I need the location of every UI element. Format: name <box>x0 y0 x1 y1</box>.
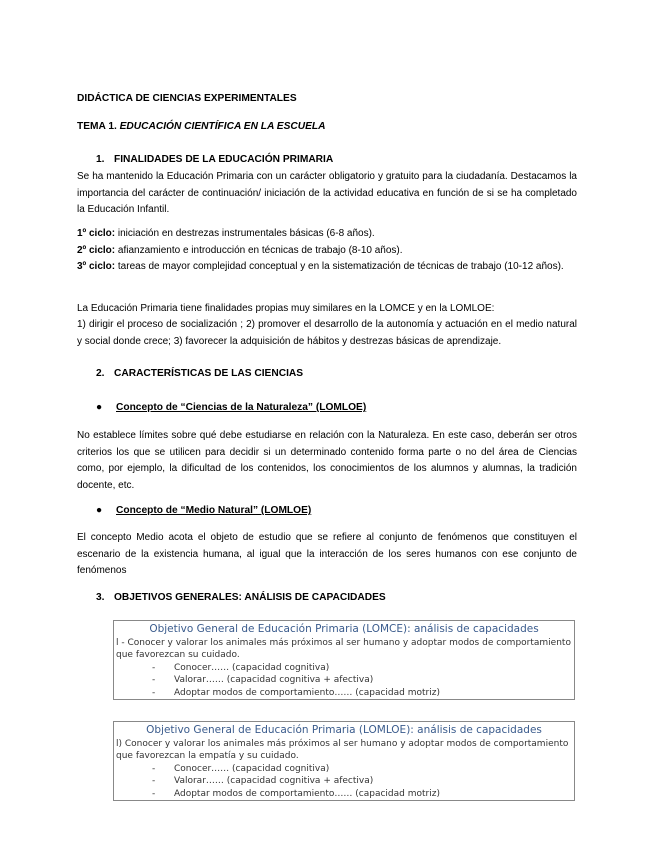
cycle-item <box>77 243 577 260</box>
concept2-title: Concepto de “Medio Natural” (LOMLOE) <box>116 505 312 516</box>
section1-number: 1. <box>96 154 105 165</box>
tema-title: EDUCACIÓN CIENTÍFICA EN LA ESCUELA <box>119 121 326 132</box>
section3-number: 3. <box>96 592 105 603</box>
section2-heading <box>96 368 303 379</box>
cycle-item <box>77 259 577 276</box>
capacity-item <box>116 674 572 686</box>
dash-marker: - <box>152 788 156 799</box>
dash-marker: - <box>152 687 156 698</box>
document-title: DIDÁCTICA DE CIENCIAS EXPERIMENTALES <box>77 93 297 104</box>
section1-title: FINALIDADES DE LA EDUCACIÓN PRIMARIA <box>114 154 334 165</box>
cycle-list <box>77 226 577 276</box>
capacity-text: Adoptar modos de comportamiento…… (capacidad motriz) <box>174 788 440 799</box>
objective-box-lomce <box>113 620 575 700</box>
objective-text: l - Conocer y valorar los animales más próximos al ser humano y adoptar modos de comportamiento que favorezcan su cuidado. <box>116 638 571 661</box>
bullet-icon: ● <box>96 402 103 413</box>
section1-intro: Se ha mantenido la Educación Primaria con un carácter obligatorio y gratuito para la ciudadanía. Destacamos la importancia del carácter de continuación/ iniciación de la actividad educativa en función de si se ha completado la Educación Infantil. <box>77 171 577 216</box>
capacity-text: Conocer…… (capacidad cognitiva) <box>174 662 330 673</box>
box-title: Objetivo General de Educación Primaria (LOMCE): análisis de capacidades <box>149 623 539 635</box>
capacity-item <box>116 763 572 775</box>
cycle-text: tareas de mayor complejidad conceptual y en la sistematización de técnicas de trabajo (10-12 años). <box>115 261 564 273</box>
dash-marker: - <box>152 675 156 686</box>
capacity-item <box>116 687 572 699</box>
capacity-item <box>116 662 572 674</box>
concept2-bullet <box>96 505 311 516</box>
cycle-label: 1º ciclo: <box>77 228 116 239</box>
finalidades-intro: La Educación Primaria tiene finalidades propias muy similares en la LOMCE y en la LOMLOE: <box>77 303 495 314</box>
capacity-text: Valorar…… (capacidad cognitiva + afectiva) <box>174 675 374 686</box>
section2-number: 2. <box>96 368 105 379</box>
bullet-icon: ● <box>96 505 103 516</box>
concept1-bullet <box>96 402 366 413</box>
objective-text: l) Conocer y valorar los animales más próximos al ser humano y adoptar modos de comportamiento que favorezcan la empatía y su cuidado. <box>116 739 569 762</box>
cycle-item <box>77 226 577 243</box>
cycle-text: iniciación en destrezas instrumentales básicas (6-8 años). <box>115 228 375 239</box>
cycle-label: 3º ciclo: <box>77 261 116 273</box>
objective-box-lomloe <box>113 721 575 801</box>
capacity-text: Valorar…… (capacidad cognitiva + afectiva) <box>174 776 374 787</box>
concept1-text: No establece límites sobre qué debe estudiarse en relación con la Naturaleza. En este caso, deberán ser otros criterios los que se utilicen para decidir si un determinado contenido forma parte o no del área de Ciencias como, por ejemplo, la dificultad de los contenidos, los conocimientos de los alumnos y alumnas, la tradición docente, etc. <box>77 430 577 491</box>
section1-heading <box>96 154 333 165</box>
cycle-text: afianzamiento e introducción en técnicas de trabajo (8-10 años). <box>115 244 403 256</box>
box-body <box>114 637 574 699</box>
box-body <box>114 738 574 800</box>
box-title: Objetivo General de Educación Primaria (LOMLOE): análisis de capacidades <box>146 724 542 736</box>
capacity-text: Adoptar modos de comportamiento…… (capacidad motriz) <box>174 687 440 698</box>
section2-title: CARACTERÍSTICAS DE LAS CIENCIAS <box>114 368 304 379</box>
capacity-item <box>116 788 572 800</box>
tema-heading <box>77 121 325 132</box>
capacity-text: Conocer…… (capacidad cognitiva) <box>174 763 330 774</box>
concept1-title: Concepto de “Ciencias de la Naturaleza” (LOMLOE) <box>116 402 367 413</box>
dash-marker: - <box>152 662 156 673</box>
section3-title: OBJETIVOS GENERALES: ANÁLISIS DE CAPACIDADES <box>114 592 386 603</box>
capacity-item <box>116 775 572 787</box>
finalidades-list: 1) dirigir el proceso de socialización ; 2) promover el desarrollo de la autonomía y actuación en el medio natural y social donde crece; 3) favorecer la adquisición de hábitos y destrezas básicas de aprendizaje. <box>77 319 577 347</box>
section3-heading <box>96 592 386 603</box>
dash-marker: - <box>152 776 156 787</box>
dash-marker: - <box>152 763 156 774</box>
tema-prefix: TEMA 1. <box>77 121 120 132</box>
concept2-text: El concepto Medio acota el objeto de estudio que se refiere al conjunto de fenómenos que constituyen el escenario de la existencia humana, al igual que la interacción de los seres humanos con ese conjunto de fenómenos <box>77 532 577 577</box>
cycle-label: 2º ciclo: <box>77 244 116 256</box>
